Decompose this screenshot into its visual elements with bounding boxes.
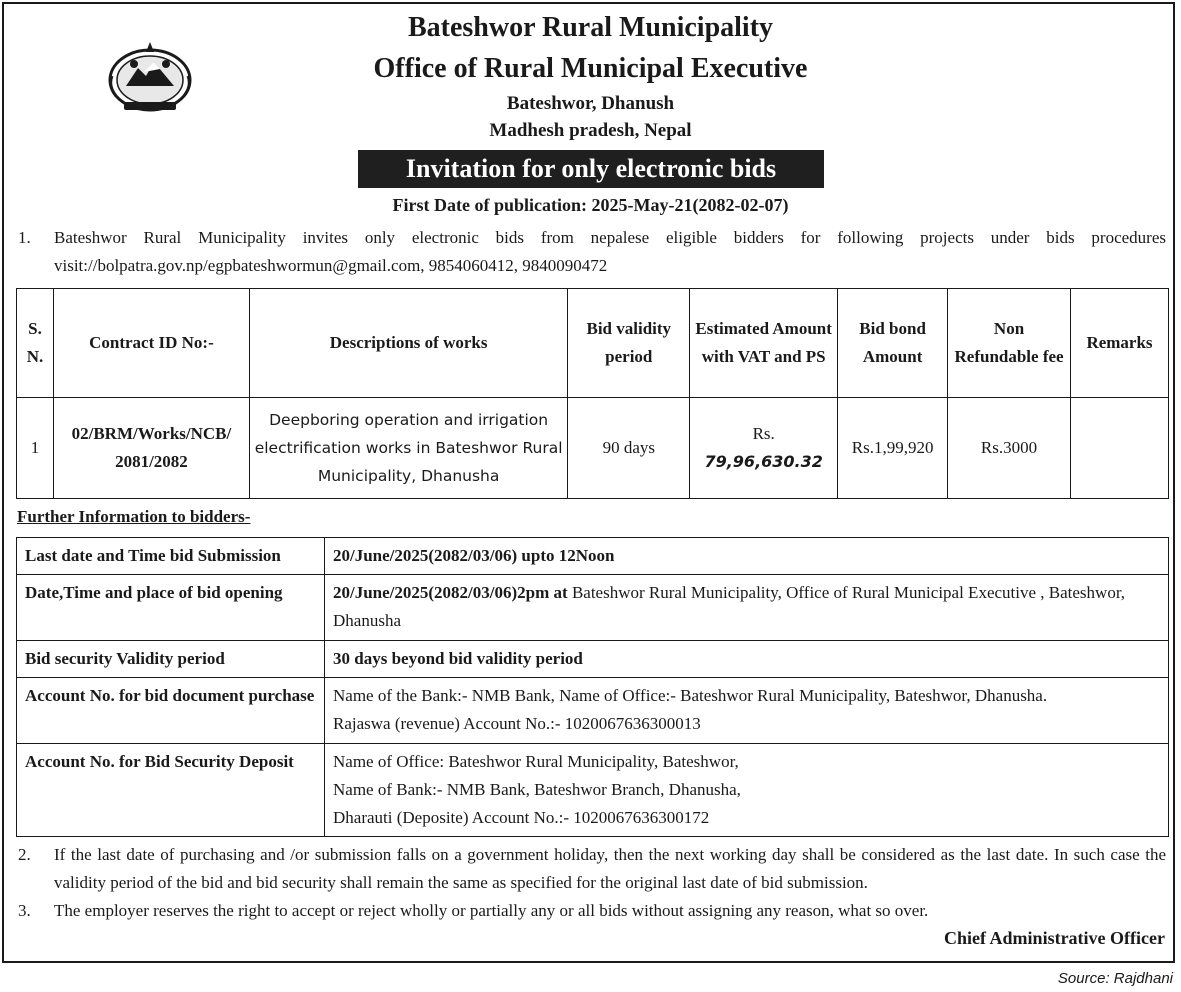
table-row [17,678,1169,744]
info-key: Bid security Validity period [17,641,325,678]
info-value [325,678,1169,744]
info-value [325,641,1169,678]
source-credit: Source: Rajdhani [1057,970,1173,987]
info-value-bold: 20/June/2025(2082/03/06) upto 12Noon [333,546,615,565]
header-sn: S. N. [17,289,54,398]
estimate-prefix: Rs. [752,424,775,443]
province-line: Madhesh pradesh, Nepal [489,120,692,141]
estimate-value: 79,96,630.32 [704,452,823,471]
further-info-title: Further Information to bidders- [17,507,251,526]
header-description: Descriptions of works [249,289,567,398]
info-value [325,538,1169,575]
header-fee: Non Refundable fee [948,289,1071,398]
intro-paragraph [14,224,1166,280]
signatory-title: Chief Administrative Officer [944,928,1165,948]
table-row [17,744,1169,837]
paragraph-text: If the last date of purchasing and /or submission falls on a government holiday, then the next working day shall be considered as the last date. In such case the validity period of the bid and bid security shall remain the same as specified for the original last date of bid submission. [54,845,1166,892]
municipality-name: Bateshwor Rural Municipality [407,12,774,43]
table-row [17,398,1169,499]
info-line: Name of Bank:- NMB Bank, Bateshwor Branch, Dhanusha, [333,780,741,799]
info-key: Account No. for bid document purchase [17,678,325,744]
header-contract-id: Contract ID No:- [53,289,249,398]
cell-remarks [1071,398,1169,499]
table-row [17,538,1169,575]
info-key: Last date and Time bid Submission [17,538,325,575]
header-remarks: Remarks [1071,289,1169,398]
paragraph-text: The employer reserves the right to accept or reject wholly or partially any or all bids without assigning any reason, what so over. [54,901,929,920]
table-header-row [17,289,1169,398]
cell-description: Deepboring operation and irrigation electrification works in Bateshwor Rural Municipality, Dhanusha [249,398,567,499]
cell-fee: Rs.3000 [948,398,1071,499]
header-estimate: Estimated Amount with VAT and PS [690,289,838,398]
info-line: Name of Office: Bateshwor Rural Municipality, Bateshwor, [333,752,739,771]
cell-estimate [690,398,838,499]
note-paragraph [14,841,1166,897]
cell-contract-id: 02/BRM/Works/NCB/ 2081/2082 [53,398,249,499]
address-line: Bateshwor, Dhanush [506,93,675,114]
note-paragraph [14,897,1166,925]
paragraph-text: Bateshwor Rural Municipality invites only electronic bids from nepalese eligible bidders for following projects under bids procedures visit://bolpatra.gov.np/egpbateshwormun@gmail.com, 9854060412, 9840090472 [54,228,1166,275]
info-line: Name of the Bank:- NMB Bank, Name of Office:- Bateshwor Rural Municipality, Bateshwor, Dhanusha. [333,686,1048,705]
info-key: Date,Time and place of bid opening [17,575,325,641]
cell-validity: 90 days [568,398,690,499]
header-bond: Bid bond Amount [838,289,948,398]
cell-sn: 1 [17,398,54,499]
header-validity: Bid validity period [568,289,690,398]
paragraph-number: 2. [18,845,31,864]
info-line: Rajaswa (revenue) Account No.:- 1020067636300013 [333,714,701,733]
table-row [17,575,1169,641]
table-row [17,641,1169,678]
paragraph-number: 3. [18,901,31,920]
info-line: Dharauti (Deposite) Account No.:- 1020067636300172 [333,808,710,827]
further-info-table [16,537,1169,837]
info-value-bold: 30 days beyond bid validity period [333,649,583,668]
cell-bond: Rs.1,99,920 [838,398,948,499]
info-value [325,744,1169,837]
info-value-bold: 20/June/2025(2082/03/06)2pm at [333,583,568,602]
paragraph-number: 1. [18,228,31,247]
info-value-rest: Bateshwor Rural Municipality, Office of Rural Municipal Executive , Bateshwor, Dhanusha [333,583,1126,630]
office-name: Office of Rural Municipal Executive [373,53,808,84]
info-key: Account No. for Bid Security Deposit [17,744,325,837]
publication-date: First Date of publication: 2025-May-21(2082-02-07) [392,195,789,215]
info-value [325,575,1169,641]
bids-table [16,288,1169,499]
notice-title-banner: Invitation for only electronic bids [358,150,824,188]
